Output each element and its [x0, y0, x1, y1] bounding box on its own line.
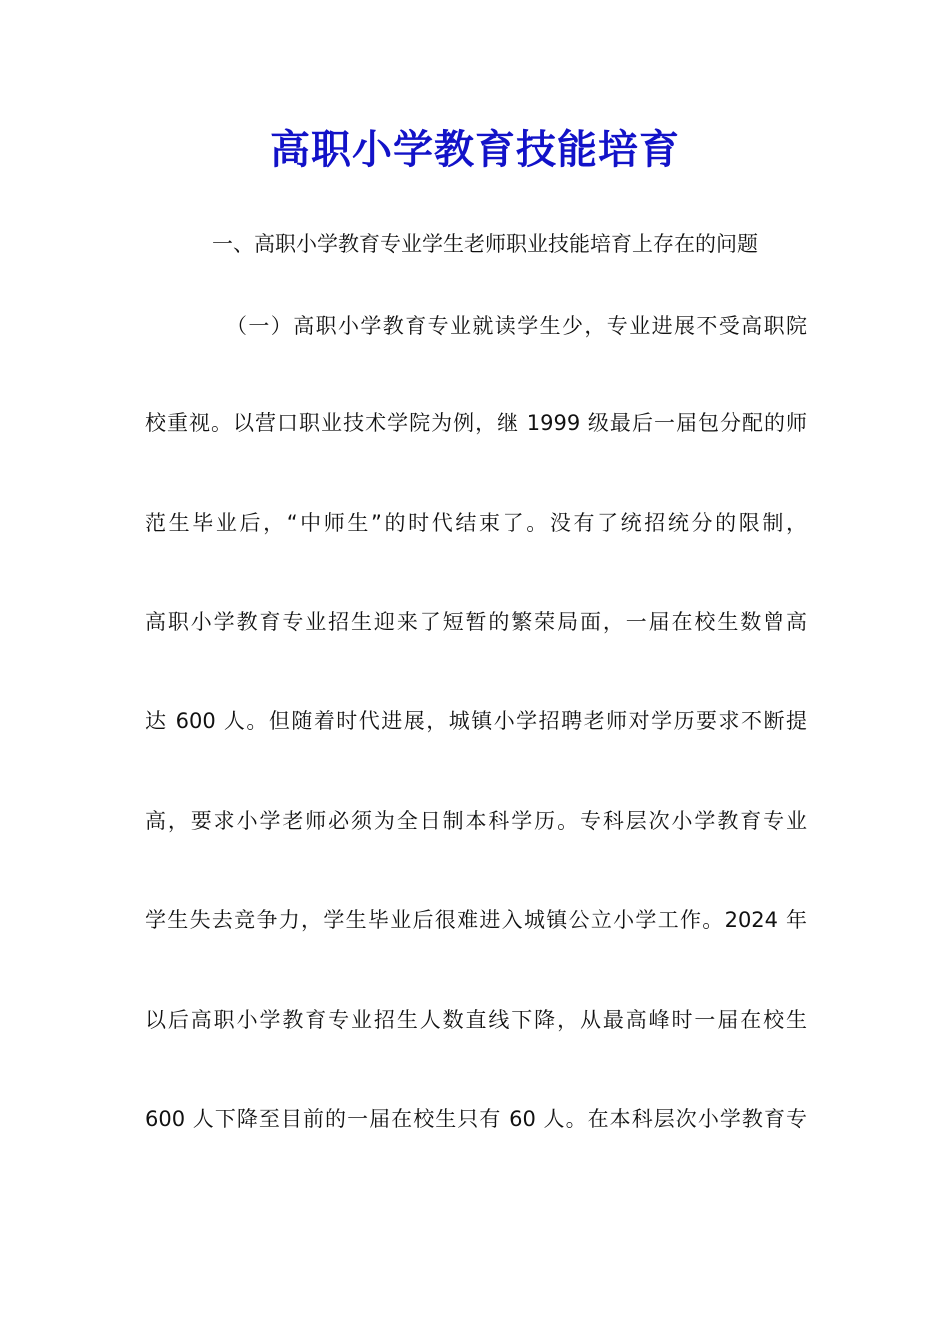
- document-title: 高职小学教育技能培育: [270, 126, 680, 173]
- paragraph-line-5: 达 600 人。但随着时代进展，城镇小学招聘老师对学历要求不断提: [145, 709, 807, 733]
- section-heading: 一、高职小学教育专业学生老师职业技能培育上存在的问题: [212, 232, 758, 256]
- paragraph-line-6: 高，要求小学老师必须为全日制本科学历。专科层次小学教育专业: [145, 809, 807, 833]
- paragraph-line-1: （一）高职小学教育专业就读学生少，专业进展不受高职院: [226, 314, 807, 338]
- paragraph-line-2: 校重视。以营口职业技术学院为例，继 1999 级最后一届包分配的师: [145, 411, 807, 435]
- paragraph-line-7: 学生失去竞争力，学生毕业后很难进入城镇公立小学工作。2024 年: [145, 908, 807, 932]
- paragraph-line-3: 范生毕业后，“中师生”的时代结束了。没有了统招统分的限制，: [145, 511, 807, 535]
- paragraph-line-4: 高职小学教育专业招生迎来了短暂的繁荣局面，一届在校生数曾高: [145, 610, 807, 634]
- paragraph-line-9: 600 人下降至目前的一届在校生只有 60 人。在本科层次小学教育专: [145, 1107, 807, 1131]
- paragraph-line-8: 以后高职小学教育专业招生人数直线下降，从最高峰时一届在校生: [145, 1008, 807, 1032]
